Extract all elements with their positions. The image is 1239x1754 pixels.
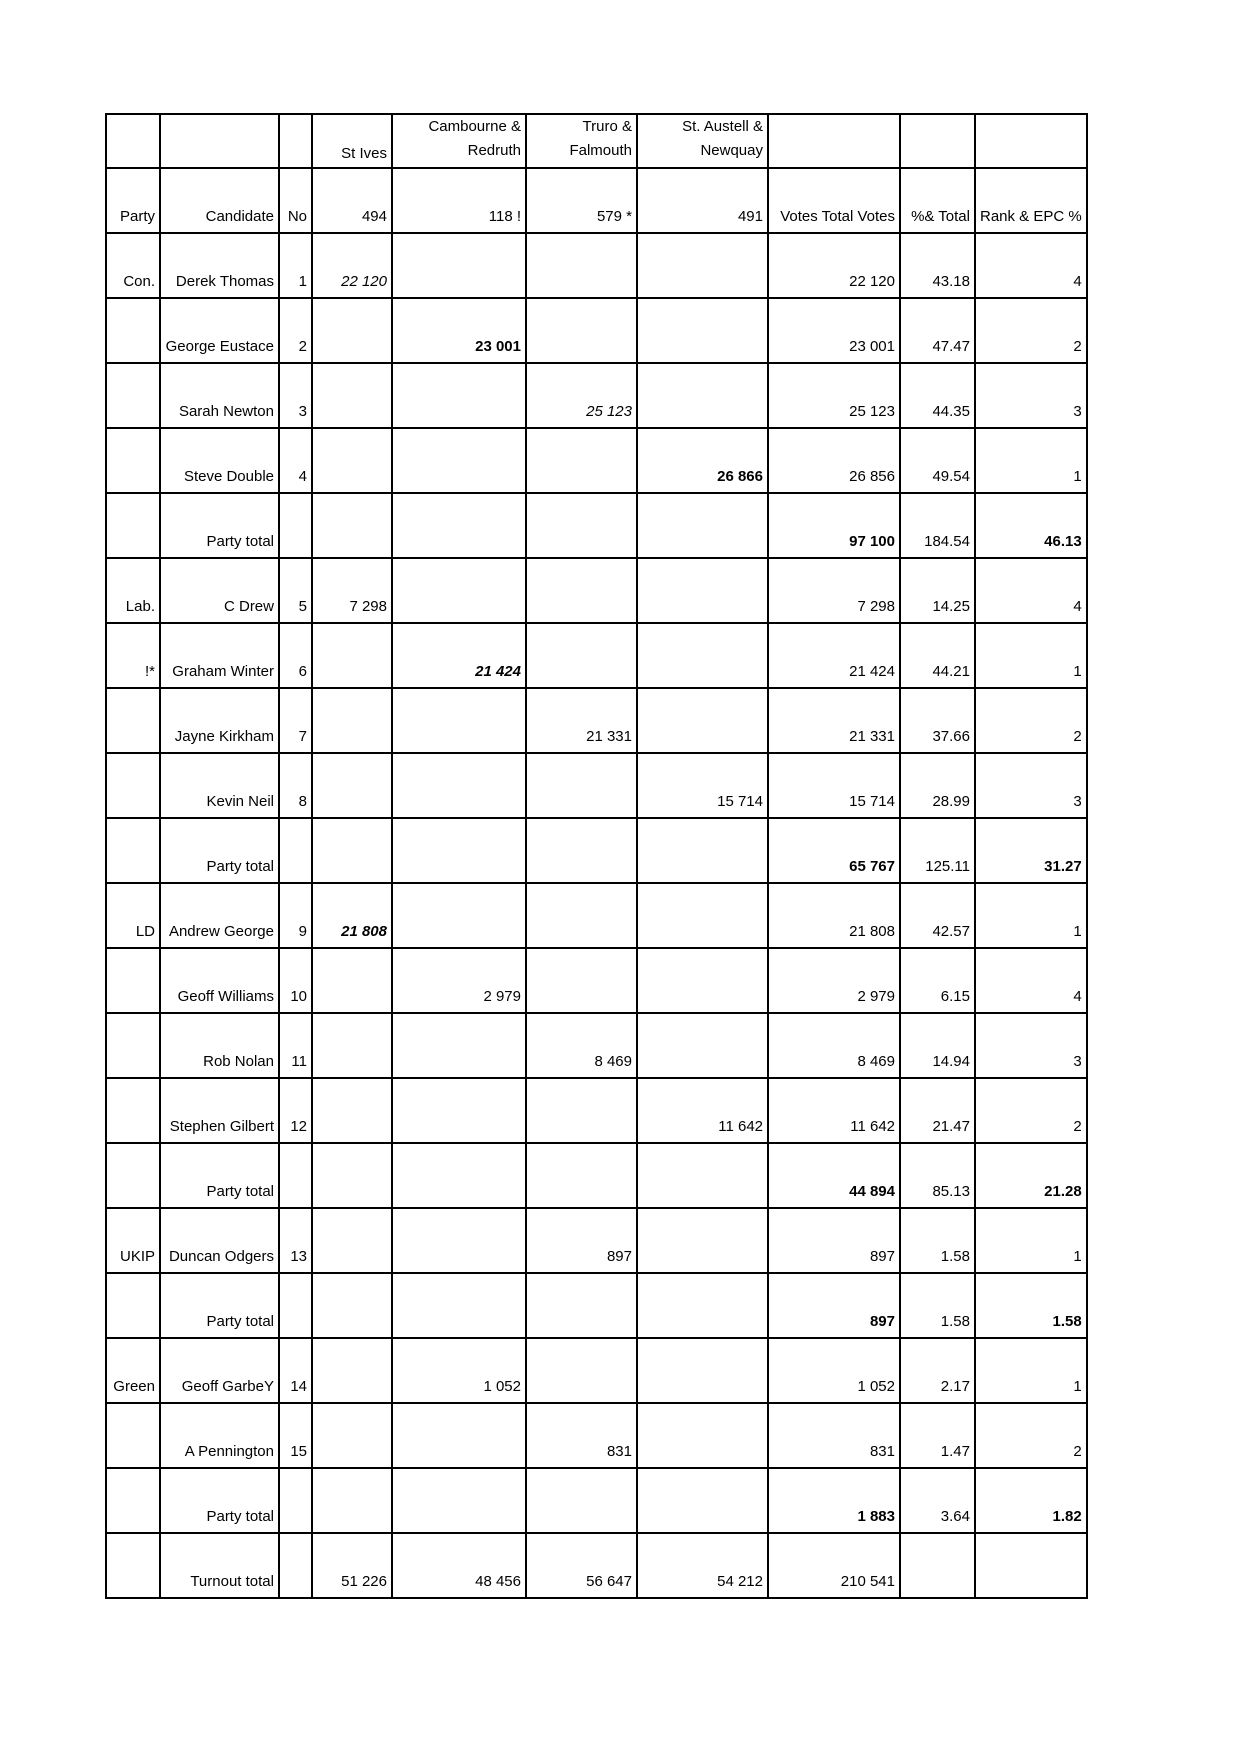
cell-votes-total: 22 120 — [768, 233, 900, 298]
cell-cambourne-redruth — [392, 1208, 526, 1273]
cell-party: !* — [106, 623, 160, 688]
cell-pct-total: 6.15 — [900, 948, 975, 1013]
cell-candidate: Party total — [160, 1468, 279, 1533]
cell-no: 7 — [279, 688, 312, 753]
cell-st-austell-newquay — [637, 558, 768, 623]
cell-candidate: Kevin Neil — [160, 753, 279, 818]
cell-party — [106, 1533, 160, 1598]
cell-rank-epc: 3 — [975, 753, 1087, 818]
cell-pct-total: 1.58 — [900, 1273, 975, 1338]
cell-cambourne-redruth — [392, 688, 526, 753]
cell-st-austell-newquay: 11 642 — [637, 1078, 768, 1143]
header-top-candidate — [160, 114, 279, 168]
cell-no: 15 — [279, 1403, 312, 1468]
header-top-no — [279, 114, 312, 168]
cell-candidate: Andrew George — [160, 883, 279, 948]
cell-truro-falmouth: 897 — [526, 1208, 637, 1273]
cell-cambourne-redruth — [392, 818, 526, 883]
cell-truro-falmouth — [526, 883, 637, 948]
cell-party — [106, 948, 160, 1013]
cell-st-ives: 51 226 — [312, 1533, 392, 1598]
cell-party — [106, 1013, 160, 1078]
cell-rank-epc: 2 — [975, 298, 1087, 363]
cell-party — [106, 363, 160, 428]
cell-truro-falmouth — [526, 1143, 637, 1208]
cell-st-austell-newquay — [637, 948, 768, 1013]
cell-truro-falmouth — [526, 1078, 637, 1143]
header-party: Party — [106, 168, 160, 233]
header-top-cambourne-redruth: Cambourne & Redruth — [392, 114, 526, 168]
cell-truro-falmouth — [526, 818, 637, 883]
cell-no: 10 — [279, 948, 312, 1013]
cell-st-austell-newquay — [637, 818, 768, 883]
table-row — [106, 1533, 1087, 1598]
cell-votes-total: 8 469 — [768, 1013, 900, 1078]
cell-st-austell-newquay: 54 212 — [637, 1533, 768, 1598]
cell-cambourne-redruth — [392, 363, 526, 428]
cell-rank-epc: 3 — [975, 363, 1087, 428]
cell-st-ives — [312, 493, 392, 558]
cell-candidate: Party total — [160, 493, 279, 558]
cell-party — [106, 1403, 160, 1468]
table-row — [106, 818, 1087, 883]
table-row — [106, 1403, 1087, 1468]
cell-cambourne-redruth: 2 979 — [392, 948, 526, 1013]
header-pct-total: %& Total — [900, 168, 975, 233]
cell-candidate: Party total — [160, 1273, 279, 1338]
cell-rank-epc: 1 — [975, 1208, 1087, 1273]
cell-candidate: Graham Winter — [160, 623, 279, 688]
header-top-st-austell-newquay: St. Austell & Newquay — [637, 114, 768, 168]
table-row — [106, 753, 1087, 818]
cell-st-ives — [312, 623, 392, 688]
header-votes-total: Votes Total Votes — [768, 168, 900, 233]
header-top-st-ives: St Ives — [312, 114, 392, 168]
cell-candidate: Derek Thomas — [160, 233, 279, 298]
cell-pct-total: 49.54 — [900, 428, 975, 493]
cell-truro-falmouth — [526, 558, 637, 623]
cell-st-ives: 21 808 — [312, 883, 392, 948]
cell-pct-total: 85.13 — [900, 1143, 975, 1208]
cell-no: 3 — [279, 363, 312, 428]
cell-pct-total: 14.94 — [900, 1013, 975, 1078]
cell-st-austell-newquay — [637, 1143, 768, 1208]
cell-party — [106, 1468, 160, 1533]
cell-rank-epc: 1 — [975, 1338, 1087, 1403]
header-row-constituencies — [106, 114, 1087, 168]
cell-no — [279, 818, 312, 883]
table-row — [106, 1338, 1087, 1403]
header-no: No — [279, 168, 312, 233]
cell-truro-falmouth — [526, 1338, 637, 1403]
table-row — [106, 298, 1087, 363]
cell-no: 8 — [279, 753, 312, 818]
cell-st-austell-newquay — [637, 883, 768, 948]
cell-rank-epc: 1 — [975, 428, 1087, 493]
cell-votes-total: 15 714 — [768, 753, 900, 818]
cell-pct-total: 21.47 — [900, 1078, 975, 1143]
cell-cambourne-redruth — [392, 1273, 526, 1338]
cell-rank-epc: 1.82 — [975, 1468, 1087, 1533]
cell-truro-falmouth — [526, 753, 637, 818]
cell-st-austell-newquay — [637, 1013, 768, 1078]
cell-st-austell-newquay — [637, 1468, 768, 1533]
table-row — [106, 883, 1087, 948]
cell-st-austell-newquay — [637, 1403, 768, 1468]
header-st-austell-newquay: 491 — [637, 168, 768, 233]
cell-rank-epc: 1.58 — [975, 1273, 1087, 1338]
cell-votes-total: 897 — [768, 1273, 900, 1338]
cell-cambourne-redruth — [392, 1013, 526, 1078]
cell-pct-total: 43.18 — [900, 233, 975, 298]
cell-st-ives: 7 298 — [312, 558, 392, 623]
cell-st-ives — [312, 1013, 392, 1078]
cell-party — [106, 298, 160, 363]
cell-st-ives — [312, 753, 392, 818]
cell-st-ives: 22 120 — [312, 233, 392, 298]
table-row — [106, 688, 1087, 753]
cell-votes-total: 210 541 — [768, 1533, 900, 1598]
table-row — [106, 1468, 1087, 1533]
cell-st-austell-newquay — [637, 298, 768, 363]
cell-truro-falmouth: 21 331 — [526, 688, 637, 753]
cell-truro-falmouth: 8 469 — [526, 1013, 637, 1078]
cell-no: 2 — [279, 298, 312, 363]
cell-cambourne-redruth: 1 052 — [392, 1338, 526, 1403]
header-top-truro-falmouth: Truro & Falmouth — [526, 114, 637, 168]
header-row — [106, 168, 1087, 233]
cell-st-austell-newquay — [637, 623, 768, 688]
cell-no — [279, 1468, 312, 1533]
table-row — [106, 1208, 1087, 1273]
cell-rank-epc: 2 — [975, 1078, 1087, 1143]
cell-pct-total: 37.66 — [900, 688, 975, 753]
cell-candidate: Rob Nolan — [160, 1013, 279, 1078]
cell-candidate: Sarah Newton — [160, 363, 279, 428]
table-row — [106, 428, 1087, 493]
cell-rank-epc: 2 — [975, 688, 1087, 753]
cell-no: 11 — [279, 1013, 312, 1078]
cell-st-ives — [312, 1143, 392, 1208]
cell-rank-epc: 31.27 — [975, 818, 1087, 883]
results-table — [105, 113, 1088, 1599]
cell-candidate: Jayne Kirkham — [160, 688, 279, 753]
cell-st-ives — [312, 1468, 392, 1533]
cell-no: 6 — [279, 623, 312, 688]
cell-no — [279, 1533, 312, 1598]
cell-cambourne-redruth — [392, 1468, 526, 1533]
cell-st-ives — [312, 428, 392, 493]
cell-st-austell-newquay: 15 714 — [637, 753, 768, 818]
cell-cambourne-redruth — [392, 753, 526, 818]
cell-rank-epc: 46.13 — [975, 493, 1087, 558]
header-top-pct-total — [900, 114, 975, 168]
cell-cambourne-redruth — [392, 558, 526, 623]
cell-no: 14 — [279, 1338, 312, 1403]
cell-st-ives — [312, 688, 392, 753]
cell-cambourne-redruth — [392, 883, 526, 948]
cell-st-austell-newquay — [637, 363, 768, 428]
cell-pct-total: 47.47 — [900, 298, 975, 363]
cell-party — [106, 1273, 160, 1338]
cell-cambourne-redruth — [392, 233, 526, 298]
cell-truro-falmouth — [526, 948, 637, 1013]
header-candidate: Candidate — [160, 168, 279, 233]
table-row — [106, 623, 1087, 688]
cell-pct-total: 3.64 — [900, 1468, 975, 1533]
cell-truro-falmouth — [526, 233, 637, 298]
cell-pct-total: 1.47 — [900, 1403, 975, 1468]
cell-party — [106, 428, 160, 493]
header-top-party — [106, 114, 160, 168]
cell-party — [106, 1143, 160, 1208]
cell-cambourne-redruth — [392, 1078, 526, 1143]
cell-candidate: Geoff Williams — [160, 948, 279, 1013]
cell-no: 13 — [279, 1208, 312, 1273]
cell-truro-falmouth: 831 — [526, 1403, 637, 1468]
cell-party: UKIP — [106, 1208, 160, 1273]
cell-truro-falmouth — [526, 493, 637, 558]
cell-rank-epc: 3 — [975, 1013, 1087, 1078]
cell-party — [106, 688, 160, 753]
cell-st-ives — [312, 818, 392, 883]
cell-votes-total: 831 — [768, 1403, 900, 1468]
cell-cambourne-redruth: 21 424 — [392, 623, 526, 688]
cell-no — [279, 1273, 312, 1338]
header-top-votes-total — [768, 114, 900, 168]
cell-rank-epc: 2 — [975, 1403, 1087, 1468]
cell-pct-total — [900, 1533, 975, 1598]
cell-st-ives — [312, 363, 392, 428]
cell-st-austell-newquay: 26 866 — [637, 428, 768, 493]
cell-votes-total: 65 767 — [768, 818, 900, 883]
cell-st-ives — [312, 298, 392, 363]
cell-candidate: Steve Double — [160, 428, 279, 493]
cell-st-austell-newquay — [637, 233, 768, 298]
cell-truro-falmouth: 56 647 — [526, 1533, 637, 1598]
cell-votes-total: 26 856 — [768, 428, 900, 493]
cell-pct-total: 184.54 — [900, 493, 975, 558]
cell-party — [106, 753, 160, 818]
cell-pct-total: 44.21 — [900, 623, 975, 688]
cell-party — [106, 818, 160, 883]
cell-st-ives — [312, 1403, 392, 1468]
cell-votes-total: 21 331 — [768, 688, 900, 753]
cell-no: 1 — [279, 233, 312, 298]
cell-candidate: Duncan Odgers — [160, 1208, 279, 1273]
cell-truro-falmouth — [526, 1468, 637, 1533]
cell-candidate: Party total — [160, 818, 279, 883]
cell-party: Lab. — [106, 558, 160, 623]
cell-votes-total: 44 894 — [768, 1143, 900, 1208]
table-row — [106, 363, 1087, 428]
cell-st-austell-newquay — [637, 1338, 768, 1403]
table-row — [106, 233, 1087, 298]
cell-no: 9 — [279, 883, 312, 948]
cell-cambourne-redruth: 23 001 — [392, 298, 526, 363]
cell-rank-epc: 4 — [975, 233, 1087, 298]
cell-votes-total: 1 052 — [768, 1338, 900, 1403]
cell-cambourne-redruth — [392, 493, 526, 558]
cell-candidate: A Pennington — [160, 1403, 279, 1468]
cell-cambourne-redruth — [392, 428, 526, 493]
cell-party: LD — [106, 883, 160, 948]
cell-rank-epc — [975, 1533, 1087, 1598]
cell-candidate: Stephen Gilbert — [160, 1078, 279, 1143]
cell-rank-epc: 4 — [975, 948, 1087, 1013]
header-st-ives: 494 — [312, 168, 392, 233]
cell-party — [106, 1078, 160, 1143]
header-cambourne-redruth: 118 ! — [392, 168, 526, 233]
cell-votes-total: 97 100 — [768, 493, 900, 558]
cell-votes-total: 11 642 — [768, 1078, 900, 1143]
cell-rank-epc: 4 — [975, 558, 1087, 623]
cell-party — [106, 493, 160, 558]
cell-cambourne-redruth — [392, 1403, 526, 1468]
cell-candidate: C Drew — [160, 558, 279, 623]
table-row — [106, 1013, 1087, 1078]
cell-st-austell-newquay — [637, 493, 768, 558]
table-row — [106, 558, 1087, 623]
cell-no — [279, 493, 312, 558]
cell-pct-total: 44.35 — [900, 363, 975, 428]
cell-truro-falmouth: 25 123 — [526, 363, 637, 428]
cell-pct-total: 125.11 — [900, 818, 975, 883]
cell-cambourne-redruth: 48 456 — [392, 1533, 526, 1598]
cell-rank-epc: 21.28 — [975, 1143, 1087, 1208]
cell-pct-total: 2.17 — [900, 1338, 975, 1403]
cell-no: 5 — [279, 558, 312, 623]
cell-party: Con. — [106, 233, 160, 298]
cell-st-austell-newquay — [637, 1273, 768, 1338]
cell-votes-total: 23 001 — [768, 298, 900, 363]
cell-st-ives — [312, 1273, 392, 1338]
cell-votes-total: 21 424 — [768, 623, 900, 688]
cell-truro-falmouth — [526, 298, 637, 363]
cell-st-ives — [312, 1078, 392, 1143]
cell-no: 4 — [279, 428, 312, 493]
cell-st-ives — [312, 1208, 392, 1273]
cell-no — [279, 1143, 312, 1208]
header-truro-falmouth: 579 * — [526, 168, 637, 233]
cell-votes-total: 21 808 — [768, 883, 900, 948]
cell-votes-total: 7 298 — [768, 558, 900, 623]
table-row — [106, 1078, 1087, 1143]
results-table-body — [106, 114, 1087, 1598]
cell-rank-epc: 1 — [975, 623, 1087, 688]
table-row — [106, 493, 1087, 558]
cell-st-ives — [312, 948, 392, 1013]
cell-votes-total: 2 979 — [768, 948, 900, 1013]
cell-no: 12 — [279, 1078, 312, 1143]
cell-party: Green — [106, 1338, 160, 1403]
cell-truro-falmouth — [526, 1273, 637, 1338]
cell-pct-total: 1.58 — [900, 1208, 975, 1273]
cell-candidate: Geoff GarbeY — [160, 1338, 279, 1403]
table-row — [106, 1143, 1087, 1208]
table-row — [106, 948, 1087, 1013]
cell-candidate: George Eustace — [160, 298, 279, 363]
cell-votes-total: 897 — [768, 1208, 900, 1273]
cell-candidate: Turnout total — [160, 1533, 279, 1598]
cell-st-ives — [312, 1338, 392, 1403]
cell-truro-falmouth — [526, 428, 637, 493]
cell-cambourne-redruth — [392, 1143, 526, 1208]
cell-rank-epc: 1 — [975, 883, 1087, 948]
cell-pct-total: 14.25 — [900, 558, 975, 623]
cell-votes-total: 25 123 — [768, 363, 900, 428]
cell-pct-total: 42.57 — [900, 883, 975, 948]
header-top-rank-epc — [975, 114, 1087, 168]
cell-st-austell-newquay — [637, 1208, 768, 1273]
cell-votes-total: 1 883 — [768, 1468, 900, 1533]
cell-pct-total: 28.99 — [900, 753, 975, 818]
table-row — [106, 1273, 1087, 1338]
cell-candidate: Party total — [160, 1143, 279, 1208]
cell-truro-falmouth — [526, 623, 637, 688]
cell-st-austell-newquay — [637, 688, 768, 753]
header-rank-epc: Rank & EPC % — [975, 168, 1087, 233]
